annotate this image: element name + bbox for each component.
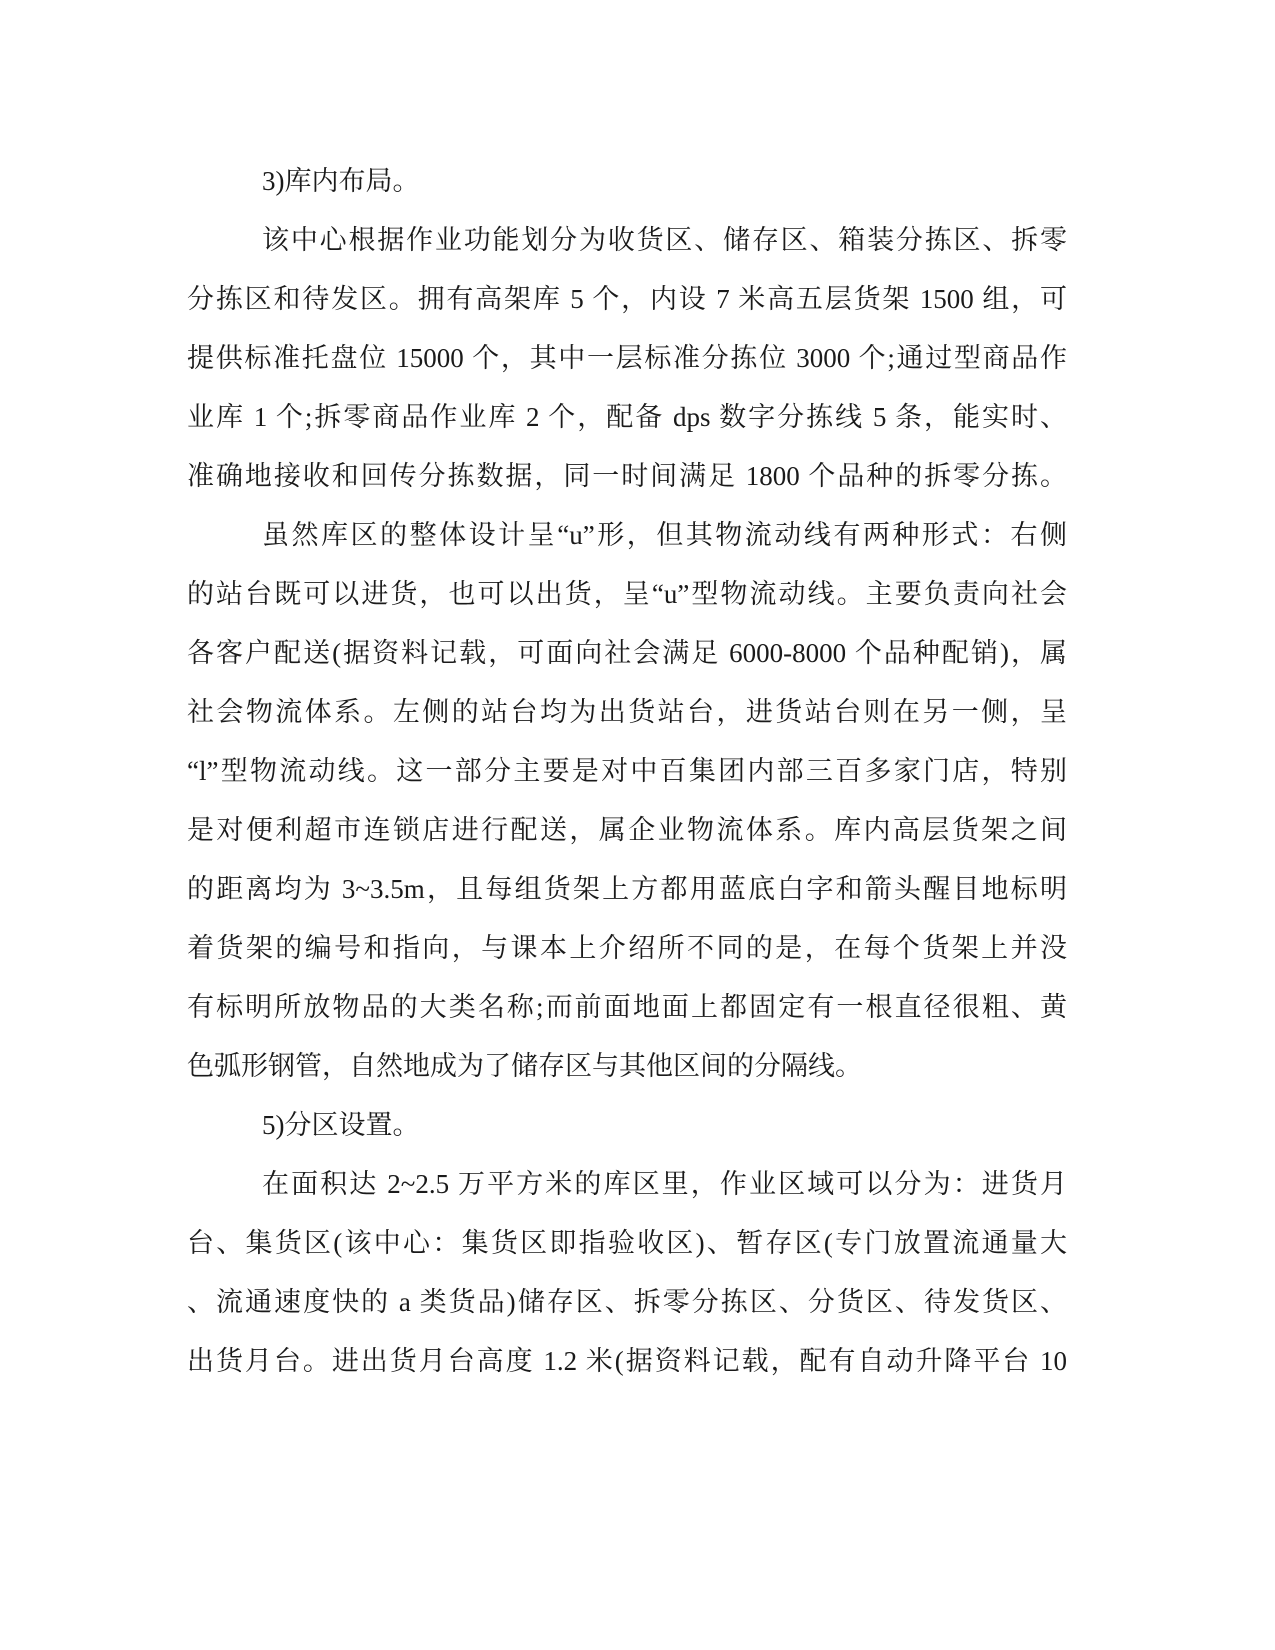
text-line: 虽然库区的整体设计呈“u”形，但其物流动线有两种形式：右侧: [262, 520, 1067, 550]
text-line: 准确地接收和回传分拣数据，同一时间满足 1800 个品种的拆零分拣。: [187, 461, 1067, 491]
text-line: 在面积达 2~2.5 万平方米的库区里，作业区域可以分为：进货月: [262, 1169, 1067, 1199]
text-line: 提供标准托盘位 15000 个，其中一层标准分拣位 3000 个;通过型商品作: [187, 343, 1067, 373]
text-line: 分拣区和待发区。拥有高架库 5 个，内设 7 米高五层货架 1500 组，可: [187, 284, 1067, 314]
text-line: “l”型物流动线。这一部分主要是对中百集团内部三百多家门店，特别: [187, 756, 1067, 786]
text-line: 各客户配送(据资料记载，可面向社会满足 6000-8000 个品种配销)，属: [187, 638, 1067, 668]
text-line: 出货月台。进出货月台高度 1.2 米(据资料记载，配有自动升降平台 10: [187, 1346, 1067, 1376]
text-line: 是对便利超市连锁店进行配送，属企业物流体系。库内高层货架之间: [187, 815, 1067, 845]
text-line: 的站台既可以进货，也可以出货，呈“u”型物流动线。主要负责向社会: [187, 579, 1067, 609]
text-line: 有标明所放物品的大类名称;而前面地面上都固定有一根直径很粗、黄: [187, 992, 1067, 1022]
text-line: 、流通速度快的 a 类货品)储存区、拆零分拣区、分货区、待发货区、: [187, 1287, 1067, 1317]
text-line: 色弧形钢管，自然地成为了储存区与其他区间的分隔线。: [187, 1051, 862, 1081]
text-line: 的距离均为 3~3.5m，且每组货架上方都用蓝底白字和箭头醒目地标明: [187, 874, 1067, 904]
text-line: 着货架的编号和指向，与课本上介绍所不同的是，在每个货架上并没: [187, 933, 1067, 963]
text-line: 台、集货区(该中心：集货区即指验收区)、暂存区(专门放置流通量大: [187, 1228, 1067, 1258]
section-heading-zoning: 5)分区设置。: [262, 1110, 420, 1140]
section-heading-layout: 3)库内布局。: [262, 166, 420, 196]
text-line: 社会物流体系。左侧的站台均为出货站台，进货站台则在另一侧，呈: [187, 697, 1067, 727]
text-line: 业库 1 个;拆零商品作业库 2 个，配备 dps 数字分拣线 5 条，能实时、: [187, 402, 1067, 432]
text-line: 该中心根据作业功能划分为收货区、储存区、箱装分拣区、拆零: [262, 225, 1067, 255]
